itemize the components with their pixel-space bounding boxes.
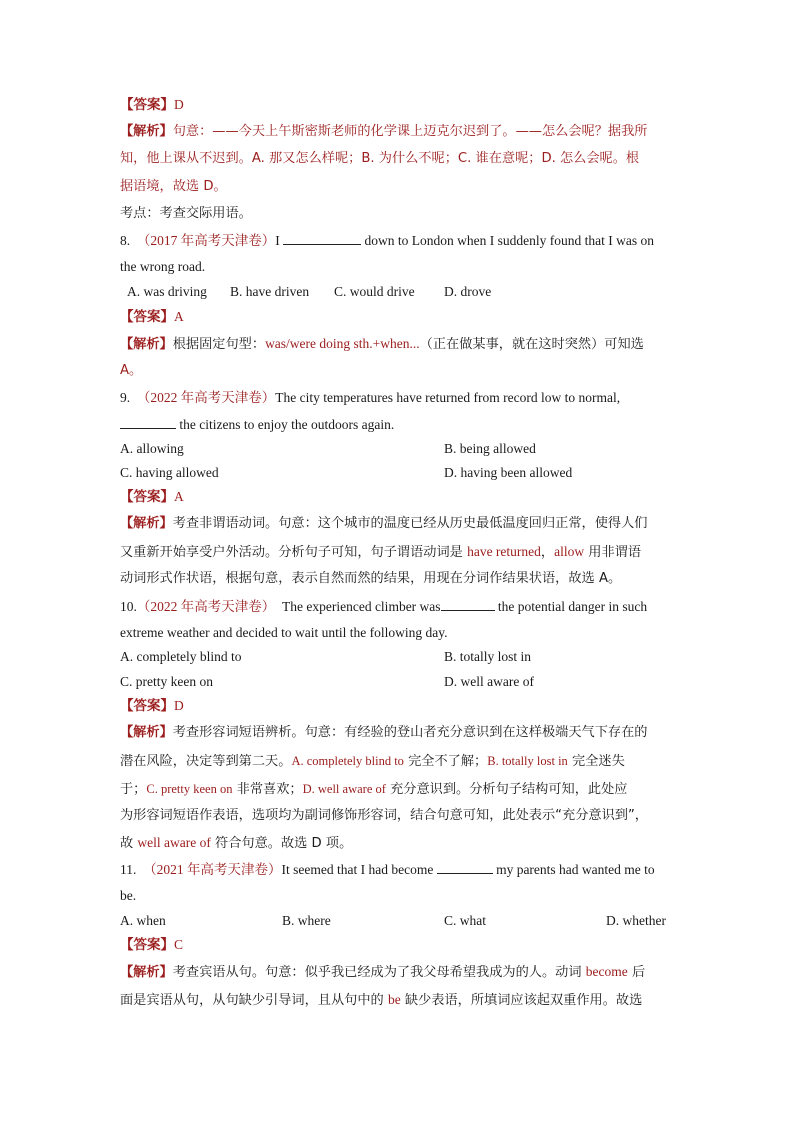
stem-text: the citizens to enjoy the outdoors again. bbox=[179, 417, 395, 432]
question-number: 8. bbox=[120, 233, 131, 248]
question-10-stem bbox=[120, 598, 680, 616]
stem-text: be. bbox=[120, 888, 137, 903]
question-9-stem bbox=[120, 389, 680, 407]
option-b: B. totally lost in bbox=[444, 649, 532, 664]
question-number: 10. bbox=[120, 599, 137, 614]
question-8-stem bbox=[120, 232, 680, 250]
analysis-text: 知，他上课从不迟到。A. 那又怎么样呢；B. 为什么不呢；C. 谁在意呢；D. 怎么会呢。根 bbox=[120, 151, 640, 166]
answer-value: C bbox=[174, 937, 184, 952]
option-c: C. would drive bbox=[334, 284, 415, 299]
answer-line bbox=[120, 697, 680, 715]
analysis-text: 后 bbox=[627, 965, 646, 980]
stem-text: the potential danger in such bbox=[497, 599, 648, 614]
analysis-highlight: have returned bbox=[467, 544, 541, 559]
analysis-text: 又重新开始享受户外活动。分析句子可知，句子谓语动词是 bbox=[120, 545, 468, 560]
analysis-text: 完全迷失 bbox=[567, 754, 625, 769]
fill-blank bbox=[120, 416, 176, 429]
answer-label: 【答案】 bbox=[120, 309, 174, 325]
answer-line bbox=[120, 308, 680, 326]
analysis-line bbox=[120, 834, 680, 853]
analysis-text: 缺少表语，所填词应该起双重作用。故选 bbox=[400, 993, 643, 1008]
analysis-text: A。 bbox=[120, 363, 143, 378]
analysis-label: 【解析】 bbox=[120, 124, 173, 139]
stem-text: I bbox=[275, 233, 280, 248]
analysis-text: 根据固定句型： bbox=[172, 337, 266, 352]
analysis-label: 【解析】 bbox=[120, 516, 173, 531]
analysis-label: 【解析】 bbox=[120, 965, 173, 980]
analysis-line bbox=[120, 963, 680, 982]
analysis-text: 用非谓语 bbox=[584, 545, 642, 560]
option-a: A. allowing bbox=[120, 441, 184, 456]
analysis-text: 符合句意。故选 D 项。 bbox=[210, 836, 353, 851]
question-source: （2022 年高考天津卷） bbox=[136, 390, 276, 405]
analysis-label: 【解析】 bbox=[120, 725, 173, 740]
analysis-line bbox=[120, 123, 680, 141]
stem-text: down to London when I suddenly found that I was on bbox=[364, 233, 654, 248]
option-a: A. was driving bbox=[127, 284, 207, 299]
stem-text: my parents had wanted me to bbox=[496, 862, 655, 877]
answer-line bbox=[120, 936, 680, 954]
option-d: D. having been allowed bbox=[444, 465, 573, 480]
analysis-text: 动词形式作状语，根据句意，表示自然而然的结果，用现在分词作结果状语，故选 A。 bbox=[120, 571, 622, 586]
analysis-line bbox=[120, 335, 680, 354]
analysis-text: 句意：——今天上午斯密斯老师的化学课上迈克尔迟到了。——怎么会呢？据我所 bbox=[172, 124, 648, 139]
stem-text: It seemed that I had become bbox=[281, 862, 434, 877]
analysis-line bbox=[120, 780, 680, 799]
note-text: 考点：考查交际用语。 bbox=[120, 206, 252, 221]
fill-blank bbox=[441, 598, 495, 611]
analysis-text: 完全不了解； bbox=[403, 754, 488, 769]
analysis-text: （正在做某事，就在这时突然）可知选 bbox=[419, 337, 644, 352]
analysis-text: 充分意识到。分析句子结构可知，此处应 bbox=[385, 782, 628, 797]
analysis-text: 面是宾语从句，从句缺少引导词，且从句中的 bbox=[120, 993, 388, 1008]
answer-value: D bbox=[174, 97, 184, 112]
question-source: （2022 年高考天津卷） bbox=[136, 599, 276, 614]
question-number: 9. bbox=[120, 390, 131, 405]
answer-value: D bbox=[174, 698, 184, 713]
option-b: B. have driven bbox=[230, 284, 310, 299]
option-d: D. whether bbox=[606, 913, 666, 928]
question-11-stem bbox=[120, 861, 680, 879]
analysis-text: 考查形容词短语辨析。句意：有经验的登山者充分意识到在这样极端天气下存在的 bbox=[172, 725, 648, 740]
answer-line bbox=[120, 96, 680, 114]
question-source: （2021 年高考天津卷） bbox=[143, 862, 282, 877]
analysis-text: 考查宾语从句。句意：似乎我已经成为了我父母希望我成为的人。动词 bbox=[172, 965, 586, 980]
answer-value: A bbox=[174, 309, 184, 324]
question-source: （2017 年高考天津卷） bbox=[136, 233, 276, 248]
analysis-text: 故 bbox=[120, 836, 138, 851]
analysis-text: 考查非谓语动词。句意：这个城市的温度已经从历史最低温度回归正常，使得人们 bbox=[172, 516, 648, 531]
analysis-text: 为形容词短语作表语，选项均为副词修饰形容词，结合句意可知，此处表示“充分意识到”， bbox=[120, 808, 648, 823]
analysis-highlight: A. completely blind to bbox=[291, 754, 404, 768]
analysis-text: 据语境，故选 D。 bbox=[120, 179, 227, 194]
analysis-line bbox=[120, 991, 680, 1010]
stem-text: The city temperatures have returned from record low to normal, bbox=[275, 390, 621, 405]
analysis-highlight: D. well aware of bbox=[302, 782, 386, 796]
question-number: 11. bbox=[120, 862, 137, 877]
analysis-highlight: become bbox=[585, 964, 628, 979]
analysis-text: 于； bbox=[120, 782, 147, 797]
option-d: D. well aware of bbox=[444, 674, 534, 689]
analysis-highlight: allow bbox=[554, 544, 585, 559]
stem-text: the wrong road. bbox=[120, 259, 206, 274]
option-b: B. being allowed bbox=[444, 441, 536, 456]
option-c: C. having allowed bbox=[120, 465, 219, 480]
analysis-line bbox=[120, 515, 680, 533]
option-c: C. pretty keen on bbox=[120, 674, 213, 689]
analysis-highlight: C. pretty keen on bbox=[146, 782, 233, 796]
answer-label: 【答案】 bbox=[120, 937, 174, 953]
option-a: A. when bbox=[120, 913, 166, 928]
analysis-line bbox=[120, 543, 680, 562]
analysis-label: 【解析】 bbox=[120, 337, 173, 352]
stem-text: extreme weather and decided to wait until the following day. bbox=[120, 625, 448, 640]
analysis-line bbox=[120, 752, 680, 771]
analysis-highlight: be bbox=[387, 992, 401, 1007]
analysis-highlight: well aware of bbox=[137, 835, 211, 850]
analysis-highlight: B. totally lost in bbox=[487, 754, 568, 768]
analysis-highlight: was/were doing sth.+when... bbox=[265, 336, 420, 351]
answer-line bbox=[120, 488, 680, 506]
analysis-text: 非常喜欢； bbox=[232, 782, 303, 797]
fill-blank bbox=[283, 232, 361, 245]
answer-label: 【答案】 bbox=[120, 489, 174, 505]
stem-text: The experienced climber was bbox=[282, 599, 441, 614]
option-c: C. what bbox=[444, 913, 486, 928]
option-a: A. completely blind to bbox=[120, 649, 242, 664]
analysis-text: 潜在风险，决定等到第二天。 bbox=[120, 754, 292, 769]
option-d: D. drove bbox=[444, 284, 492, 299]
stem-line bbox=[120, 416, 680, 434]
answer-label: 【答案】 bbox=[120, 698, 174, 714]
analysis-line bbox=[120, 724, 680, 742]
fill-blank bbox=[437, 861, 493, 874]
answer-value: A bbox=[174, 489, 184, 504]
analysis-text: ， bbox=[540, 545, 555, 560]
answer-label: 【答案】 bbox=[120, 97, 174, 113]
option-b: B. where bbox=[282, 913, 331, 928]
